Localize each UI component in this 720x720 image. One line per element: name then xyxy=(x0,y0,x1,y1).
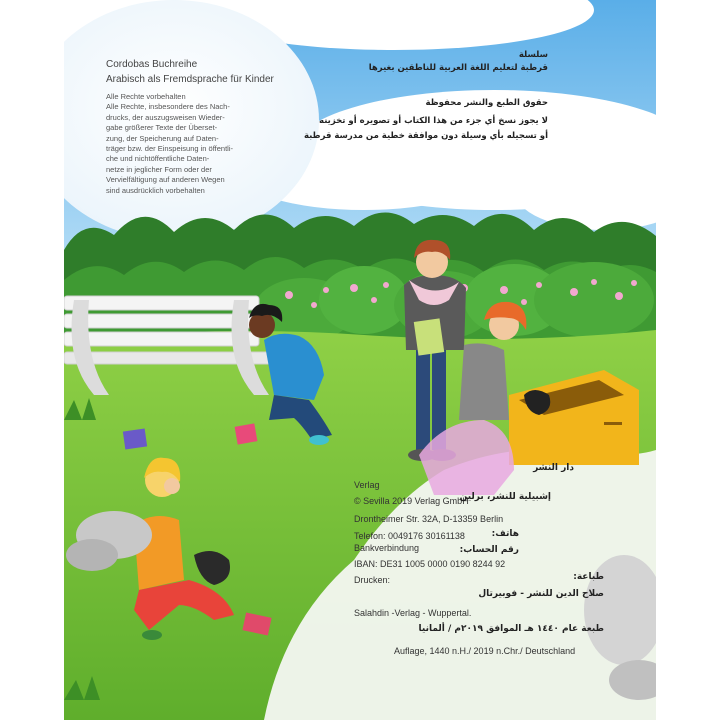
book-page xyxy=(64,0,656,720)
rights-notice-de xyxy=(106,92,278,196)
verlag-label-ar: دار النشر xyxy=(533,463,574,473)
phone-label-ar: هاتف: xyxy=(491,529,519,539)
rights-line: netze in jeglicher Form oder der xyxy=(106,164,212,174)
printer-line: Salahdin -Verlag - Wuppertal. xyxy=(354,608,472,618)
rights-line: sind ausdrücklich vorbehalten xyxy=(106,185,205,195)
rights-line: Alle Rechte vorbehalten xyxy=(106,92,186,101)
series-title-ar: قرطبة لتعليم اللغة العربية للناطقين بغيرها xyxy=(368,63,548,73)
rights-line: drucks, der auszugsweisen Wieder- xyxy=(106,112,225,122)
rights-line: gabe größerer Texte der Überset- xyxy=(106,123,218,133)
bank-label-ar: رقم الحساب: xyxy=(459,545,519,555)
copyright-line: © Sevilla 2019 Verlag GmbH xyxy=(354,496,469,506)
rights-heading-ar: حقوق الطبع والنشر محفوظة xyxy=(425,98,548,108)
iban-line: IBAN: DE31 1005 0000 0190 8244 92 xyxy=(354,559,506,569)
edition-line: Auflage, 1440 n.H./ 2019 n.Chr./ Deutschland xyxy=(394,646,576,656)
series-label-ar: سلسلة xyxy=(518,50,548,60)
rights-line: Alle Rechte, insbesondere des Nach- xyxy=(106,102,230,112)
print-label-ar: طباعة: xyxy=(573,572,604,582)
publisher-name-ar: إشبيلية للنشر، برلين xyxy=(459,492,551,502)
phone-line: Telefon: 0049176 30161138 xyxy=(354,531,465,541)
series-title-de: Cordobas Buchreihe xyxy=(106,59,198,70)
printer-name-ar: صلاح الدين للنشر - فوبيرتال xyxy=(478,589,604,599)
rights-line: zung, der Speicherung auf Daten- xyxy=(106,133,219,143)
series-subtitle-de: Arabisch als Fremdsprache für Kinder xyxy=(106,74,274,85)
address-line: Drontheimer Str. 32A, D-13359 Berlin xyxy=(354,514,504,524)
rights-line: Vervielfältigung auf anderen Wegen xyxy=(106,175,225,185)
rights-line-ar: أو تسجيله بأي وسيلة دون موافقة خطية من مدرسة قرطبة xyxy=(303,131,548,141)
rights-line: che und nichtöffentliche Daten- xyxy=(106,154,210,164)
bank-label: Bankverbindung xyxy=(354,543,420,553)
rights-line-ar: لا يجوز نسخ أي جزء من هذا الكتاب أو تصويره أو تخزينه xyxy=(319,116,548,126)
verlag-label: Verlag xyxy=(354,480,380,490)
rights-line: träger bzw. der Einspeisung in öffentli- xyxy=(106,144,234,154)
edition-line-ar: طبعة عام ١٤٤٠ هـ الموافق ٢٠١٩م / ألمانيا xyxy=(418,624,604,634)
print-label: Drucken: xyxy=(354,575,391,585)
